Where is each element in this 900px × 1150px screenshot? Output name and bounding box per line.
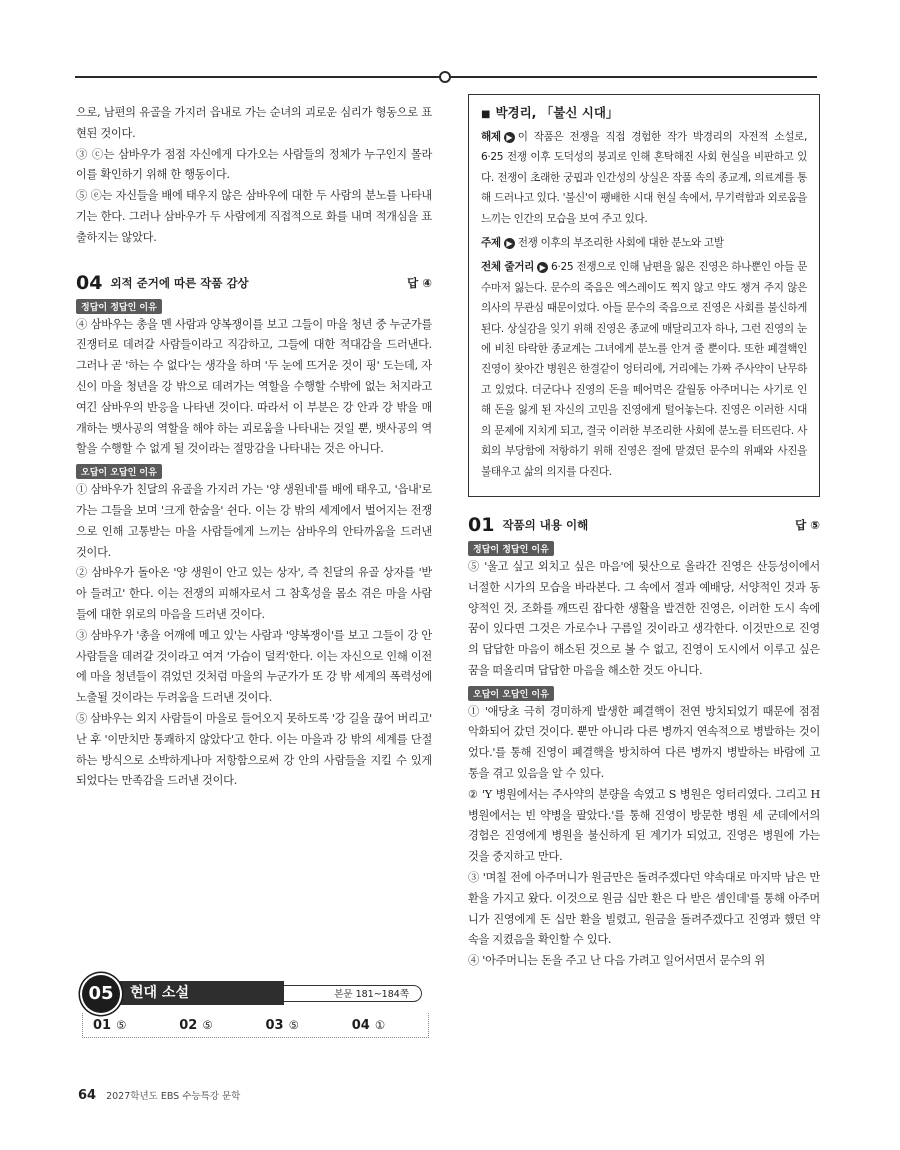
question-title: 작품의 내용 이해: [502, 517, 589, 532]
question-number: 04: [76, 271, 103, 294]
unit-answer-item: 01 ⑤: [93, 1017, 127, 1033]
box-title-text: 박경리, 「불신 시대」: [495, 105, 619, 120]
wrong-reason-item: ③ 삼바우가 '총을 어깨에 메고 있'는 사람과 '양복쟁이'를 보고 그들이 강 안 사람들을 데려갈 것이라고 여겨 '가슴이 덜컥'한다. 이는 자신으로 인해 이전에 마을 청년들이 겪었던 것처럼 마을의 누군가가 또 강 밖 세계의 폭력성에 노출될 것이라는 두려움을 드러낸 것이다.: [76, 628, 432, 705]
summary-label: 전체 줄거리: [481, 261, 535, 274]
unit-answer-item: 02 ⑤: [179, 1017, 213, 1033]
haeje-section: [481, 127, 807, 229]
correct-reason-tag: 정답이 정답인 이유: [76, 299, 162, 314]
question-answer: 답 ④: [407, 275, 432, 290]
wrong-reason-tag: 오답이 오답인 이유: [76, 464, 162, 479]
question-04-header: [76, 271, 432, 295]
intro-paragraph: ⑤ ⓔ는 자신들을 배에 태우지 않은 삼바우에 대한 두 사람의 분노를 나타내기는 한다. 그러나 삼바우가 두 사람에게 직접적으로 화를 내며 적개심을 표출하지는 않았다.: [76, 189, 432, 244]
question-number: 01: [468, 513, 495, 536]
unit-answer-block: [82, 975, 427, 1035]
haeje-text: 이 작품은 전쟁을 직접 경험한 작가 박경리의 자전적 소설로, 6·25 전쟁 이후 도덕성의 붕괴로 인해 혼탁해진 사회 현실을 비판하고 있다. 전쟁이 초래한 궁핍과 인간성의 상실은 작품 속의 종교계, 의료계를 통해 드러나고 있다. '불신'이 팽배한 시대 현실 속에서, 무기력함과 외로움을 느끼는 인간의 모습을 보여 주고 있다.: [481, 131, 807, 225]
question-answer: 답 ⑤: [795, 517, 820, 532]
arrow-icon: ▶: [504, 238, 515, 249]
page-footer: [78, 1088, 240, 1103]
wrong-reason-item: ③ '며칠 전에 아주머니가 원금만은 돌려주겠다던 약속대로 마지막 남은 만 환을 가지고 왔다. 이것으로 원금 십만 환은 다 받은 셈인데'를 통해 아주머니가 진영에게 돈 십만 환을 빌렸고, 원금을 돌려주겠다고 진영과 했던 약속을 지켰음을 확인할 수 있다.: [468, 871, 820, 947]
square-bullet-icon: ■: [481, 109, 491, 120]
intro-paragraph: 으로, 남편의 유골을 가지러 읍내로 가는 순녀의 괴로운 심리가 형동으로 표현된 것이다.: [76, 106, 432, 140]
wrong-reason-item: ⑤ 삼바우는 외지 사람들이 마을로 들어오지 못하도록 '강 길을 끊어 버리고' 난 후 '이만치만 통쾌하지 않았다'고 한다. 이는 마을과 강 밖의 세계를 단절하는 방식으로 소박하게나마 저항함으로써 강 안의 사람들을 지킬 수 있게 되었다는 만족감을 드러낸 것이다.: [76, 711, 432, 788]
juje-section: [481, 233, 807, 253]
arrow-icon: ▶: [537, 262, 548, 273]
right-column: [468, 94, 820, 972]
header-rule-dot: [439, 71, 451, 83]
question-01-header: [468, 513, 820, 537]
wrong-reason-tag: 오답이 오답인 이유: [468, 686, 554, 701]
correct-reason-text: ⑤ '울고 싶고 외치고 싶은 마음'에 뒷산으로 올라간 진영은 산등성이에서 너절한 시가의 모습을 바라본다. 그 속에서 절과 예배당, 서양적인 것과 동양적인 것, 조화를 깨뜨린 잡다한 생활을 발견한 진영은, 이러한 도시 속에 꿈이 있다면 그것은 가로수나 구름일 것이라고 생각한다. 이것만으로 진영의 답답한 마음이 해소된 것으로 볼 수 없고, 진영이 도시에서 이루고 싶은 꿈을 떠올리며 답답한 마음을 해소한 것도 아니다.: [468, 559, 820, 677]
arrow-icon: ▶: [504, 132, 515, 143]
unit-answer-item: 04 ①: [351, 1017, 386, 1033]
juje-text: 전쟁 이후의 부조리한 사회에 대한 분노와 고발: [517, 237, 724, 250]
summary-text: 6·25 전쟁으로 인해 남편을 잃은 진영은 하나뿐인 아들 문수마저 잃는다. 문수의 죽음은 엑스레이도 찍지 않고 약도 챙겨 주지 않은 의사의 무관심 때문이었다. 아들 문수의 죽음으로 진영은 사회를 불신하게 된다. 상실감을 잊기 위해 진영은 종교에 매달리고자 하나, 그런 진영의 눈에 비친 타락한 종교계는 그녀에게 분노를 안겨 줄 뿐이다. 또한 폐결핵인 진영이 찾아간 병원은 한결같이 엉터리에, 거리에는 가짜 주사약이 난무하고 있었다. 더군다나 진영의 돈을 떼어먹은 갈월동 아주머니는 사기로 인해 돈을 잃게 된 자신의 고민을 진영에게 털어놓는다. 진영은 이러한 시대의 문제에 지치게 되고, 결국 이러한 부조리한 사회에 분노를 터뜨린다. 사회의 부당함에 저항하기 위해 진영은 절에 맡겼던 문수의 위패와 사진을 불태우고 삶의 의지를 다진다.: [481, 261, 807, 478]
summary-section: [481, 257, 807, 481]
question-title: 외적 준거에 따른 작품 감상: [110, 275, 249, 290]
page-number: 64: [78, 1088, 97, 1103]
unit-page-range: 본문 181~184쪽: [284, 985, 422, 1002]
correct-reason-tag: 정답이 정답인 이유: [468, 541, 554, 556]
book-title: 2027학년도 EBS 수능특강 문학: [106, 1091, 241, 1102]
box-title: [481, 103, 807, 121]
unit-title: 현대 소설: [116, 981, 284, 1005]
work-info-box: [468, 94, 820, 497]
intro-paragraph: ③ ⓒ는 삼바우가 점점 자신에게 다가오는 사람들의 정체가 누구인지 몰라 이를 확인하기 위해 한 행동이다.: [76, 147, 432, 182]
unit-number-badge: 05: [82, 975, 120, 1013]
haeje-label: 해제: [481, 131, 501, 143]
wrong-reason-item: ② 'Y 병원에서는 주사약의 분량을 속였고 S 병원은 엉터리였다. 그리고 H 병원에서는 빈 약병을 팔았다.'를 통해 진영이 방문한 병원 세 군데에서의 경험은 진영에게 병원을 불신하게 된 계기가 되었고, 진영은 병원에 가는 것을 중지하고 만다.: [468, 787, 820, 864]
wrong-reason-item: ① 삼바우가 친달의 유골을 가지러 가는 '양 생원네'를 배에 태우고, '읍내'로 가는 그들을 보며 '크게 한숨을' 쉰다. 이는 강 밖의 세계에서 벌어지는 전쟁으로 인해 고통받는 마을 사람들에게 느끼는 삼바우의 안타까움을 드러낸 것이다.: [76, 483, 432, 559]
wrong-reason-item: ② 삼바우가 돌아온 '양 생원이 안고 있는 상자', 즉 친달의 유골 상자를 '받아 들려고' 한다. 이는 전쟁의 피해자로서 그 참혹성을 몸소 겪은 마을 사람들에 대한 위로의 마음을 드러낸 것이다.: [76, 566, 432, 621]
correct-reason-text: ④ 삼바우는 총을 멘 사람과 양복쟁이를 보고 그들이 마을 청년 중 누군가를 진쟁터로 데려갈 사람들이라고 직감하고, 그들에 대한 적대감을 드러낸다. 그러나 곧 '하는 수 없다'는 생각을 하며 '두 눈에 뜨거운 것이 핑' 도는데, 자신이 마을 청년을 강 밖으로 데려가는 역할을 수행할 수밖에 없는 처지라고 여긴 삼바우의 반응을 나타낸 것이다. 따라서 이 부분은 강 안과 강 밖을 매개하는 뱃사공의 역할을 해야 하는 괴로움을 나타내는 것일 뿐, 뱃사공의 역할을 수행할 수 없게 될 것이라는 절망감을 나타내는 것은 아니다.: [76, 317, 432, 456]
juje-label: 주제: [481, 237, 501, 250]
unit-answer-item: 03 ⑤: [265, 1017, 299, 1033]
wrong-reason-item: ④ '아주머니는 돈을 주고 난 다음 가려고 일어서면서 문수의 위: [468, 954, 765, 968]
wrong-reason-item: ① '애당초 극히 경미하게 발생한 폐결핵이 전연 방치되었기 때문에 점점 악화되어 갔던 것이다. 뿐만 아니라 다른 병까지 연속적으로 병발하는 것이었다.'를 통해 진영이 폐결핵을 방치하여 다른 병까지 병발하는 바람에 고통을 겪고 있음을 알 수 있다.: [468, 704, 820, 781]
unit-answer-row: [82, 1013, 429, 1038]
left-column: [76, 103, 432, 792]
